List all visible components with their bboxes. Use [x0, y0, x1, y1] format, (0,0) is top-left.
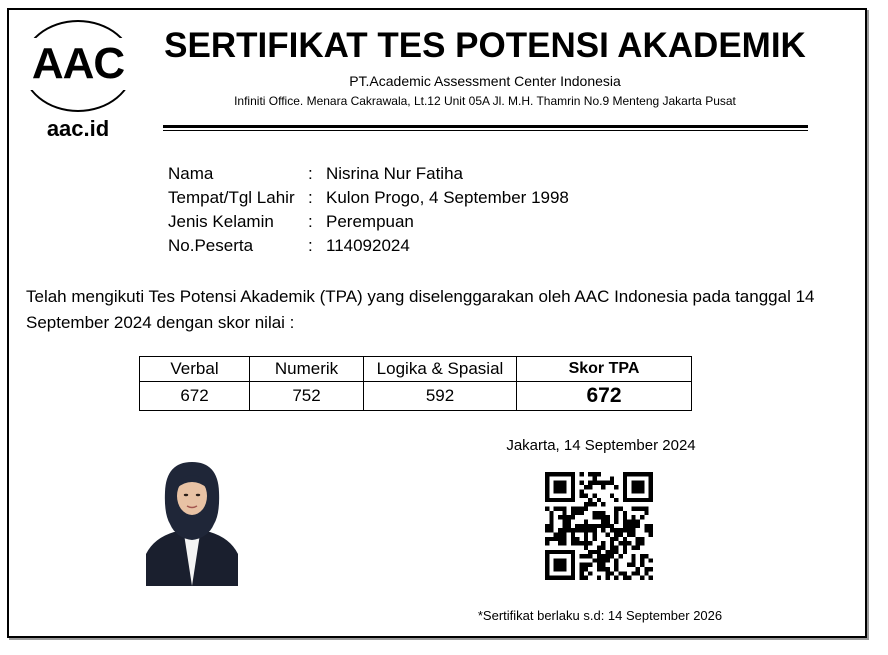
score-header-logika: Logika & Spasial — [364, 357, 517, 382]
identity-label: Nama — [168, 164, 214, 183]
identity-value: Perempuan — [326, 212, 414, 231]
identity-separator: : — [308, 236, 313, 255]
identity-row-birth — [168, 186, 569, 210]
participant-photo — [146, 458, 238, 586]
certificate-title: SERTIFIKAT TES POTENSI AKADEMIK — [164, 26, 806, 65]
score-header-verbal: Verbal — [140, 357, 250, 382]
identity-separator: : — [308, 164, 313, 183]
score-header-numerik: Numerik — [250, 357, 364, 382]
score-header-total: Skor TPA — [517, 357, 692, 382]
statement-text: Telah mengikuti Tes Potensi Akademik (TPA) yang diselenggarakan oleh AAC Indonesia pada tanggal 14 September 2024 dengan skor nilai : — [26, 287, 815, 332]
identity-value: Nisrina Nur Fatiha — [326, 164, 463, 183]
identity-block — [168, 162, 569, 258]
company-name: PT.Academic Assessment Center Indonesia — [349, 73, 621, 89]
identity-label: Tempat/Tgl Lahir — [168, 188, 295, 207]
score-total: 672 — [517, 382, 692, 411]
company-address: Infiniti Office. Menara Cakrawala, Lt.12 Unit 05A Jl. M.H. Thamrin No.9 Menteng Jakarta Pusat — [234, 94, 736, 108]
score-numerik: 752 — [250, 382, 364, 411]
identity-separator: : — [308, 188, 313, 207]
issue-place-date: Jakarta, 14 September 2024 — [506, 437, 696, 454]
identity-row-participant-no — [168, 234, 569, 258]
logo-mark: AAC — [12, 38, 144, 90]
identity-row-name — [168, 162, 569, 186]
identity-separator: : — [308, 212, 313, 231]
header-rule-thin — [163, 130, 808, 131]
header-rule-thick — [163, 125, 808, 128]
identity-value: Kulon Progo, 4 September 1998 — [326, 188, 569, 207]
validity-note: *Sertifikat berlaku s.d: 14 September 2026 — [477, 608, 723, 623]
score-value-row — [140, 382, 692, 411]
identity-label: Jenis Kelamin — [168, 212, 274, 231]
qr-code-icon — [545, 472, 653, 580]
score-table — [139, 356, 692, 411]
score-header-row — [140, 357, 692, 382]
identity-label: No.Peserta — [168, 236, 254, 255]
identity-row-gender — [168, 210, 569, 234]
score-logika: 592 — [364, 382, 517, 411]
score-verbal: 672 — [140, 382, 250, 411]
logo-domain: aac.id — [46, 116, 110, 141]
identity-value: 114092024 — [326, 236, 410, 255]
